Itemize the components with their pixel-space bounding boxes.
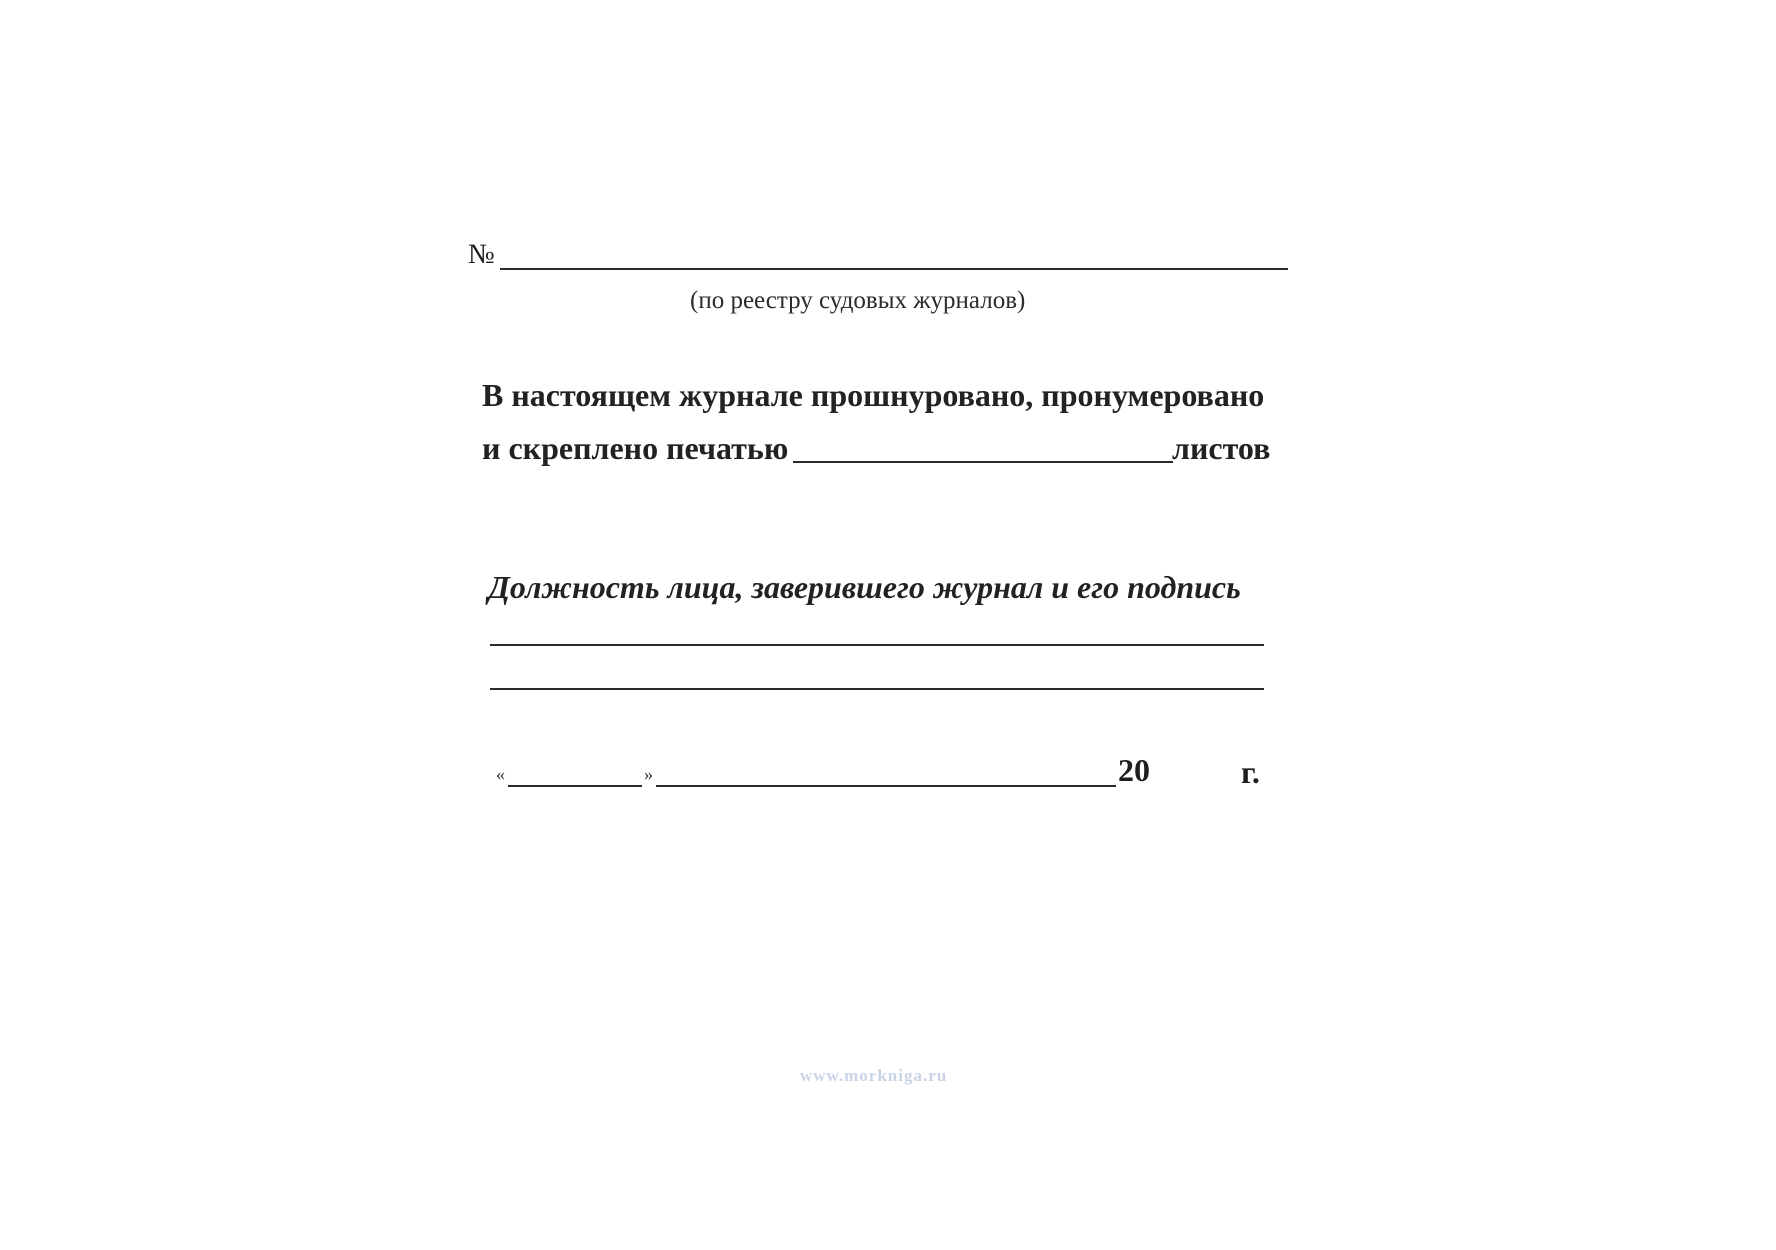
statement-line-2-prefix: и скреплено печатью [482,430,789,466]
watermark: www.morkniga.ru [800,1066,948,1085]
date-open-quote: « [496,764,505,784]
number-sign: № [468,239,495,270]
statement-line-2-suffix: листов [1172,430,1271,466]
year-suffix: г. [1241,754,1260,790]
position-signature-field-2[interactable] [490,688,1264,690]
register-number-field[interactable] [500,268,1288,270]
position-signature-label: Должность лица, заверившего журнал и его подпись [488,569,1241,605]
register-caption: (по реестру судовых журналов) [690,287,1026,314]
day-field[interactable] [508,785,642,787]
date-close-quote: » [644,764,653,784]
statement-line-1: В настоящем журнале прошнуровано, пронумеровано [482,377,1265,413]
position-signature-field-1[interactable] [490,644,1264,646]
month-field[interactable] [656,785,1116,787]
sheet-count-field[interactable] [793,461,1173,463]
year-prefix: 20 [1118,752,1150,788]
